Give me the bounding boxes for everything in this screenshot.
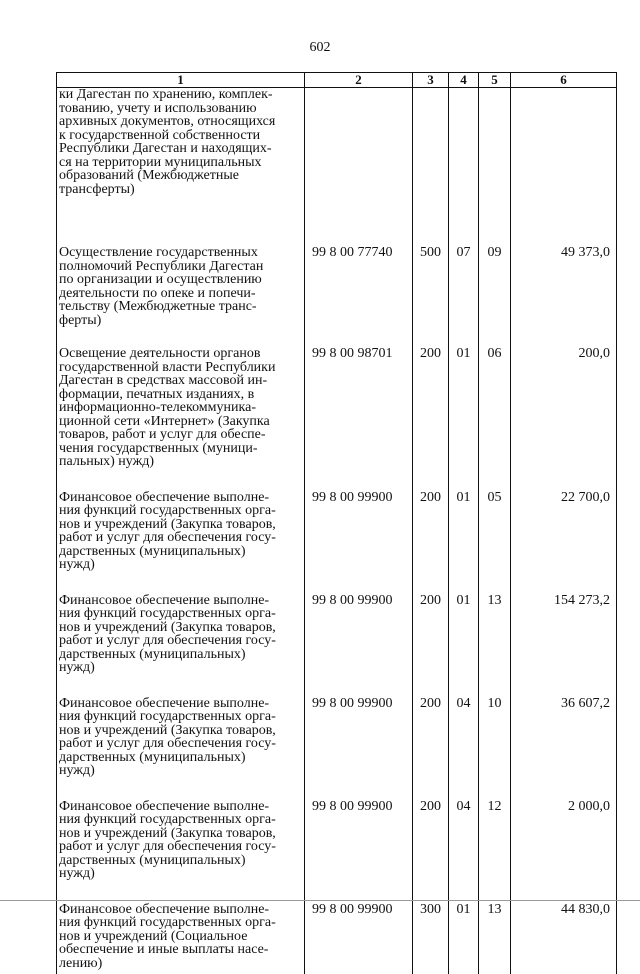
description-line: формации, печатных изданиях, в bbox=[59, 388, 300, 402]
description-line: Осуществление государственных bbox=[59, 246, 300, 260]
table-row bbox=[57, 782, 617, 885]
description-line: ния функций государственных орга- bbox=[59, 607, 300, 621]
description-line: Финансовое обеспечение выполне- bbox=[59, 697, 300, 711]
description-line: нов и учреждений (Закупка товаров, bbox=[59, 827, 300, 841]
budget-table bbox=[56, 72, 617, 974]
table-header-row bbox=[57, 73, 617, 88]
description-line: нужд) bbox=[59, 558, 300, 572]
row-code: 99 8 00 98701 bbox=[305, 331, 413, 473]
row-expense-type: 200 bbox=[413, 331, 449, 473]
description-line: нов и учреждений (Закупка товаров, bbox=[59, 724, 300, 738]
row-expense-type: 300 bbox=[413, 885, 449, 974]
description-line: трансферты) bbox=[59, 183, 300, 197]
row-description bbox=[57, 782, 305, 885]
description-line: Республики Дагестан и находящих- bbox=[59, 142, 300, 156]
description-line: нужд) bbox=[59, 764, 300, 778]
description-line: ционной сети «Интернет» (Закупка bbox=[59, 415, 300, 429]
description-line: нужд) bbox=[59, 661, 300, 675]
row-expense-type: 200 bbox=[413, 576, 449, 679]
description-line: товаров, работ и услуг для обеспе- bbox=[59, 428, 300, 442]
table-row bbox=[57, 679, 617, 782]
row-section: 01 bbox=[449, 576, 479, 679]
description-line: ки Дагестан по хранению, комплек- bbox=[59, 88, 300, 102]
description-line: нов и учреждений (Социальное bbox=[59, 930, 300, 944]
row-amount: 154 273,2 bbox=[511, 576, 617, 679]
row-description bbox=[57, 88, 305, 231]
description-line: пальных) нужд) bbox=[59, 455, 300, 469]
row-amount: 44 830,0 bbox=[511, 885, 617, 974]
row-section: 01 bbox=[449, 473, 479, 576]
description-line: ся на территории муниципальных bbox=[59, 156, 300, 170]
description-line: по организации и осуществлению bbox=[59, 273, 300, 287]
description-line: нов и учреждений (Закупка товаров, bbox=[59, 621, 300, 635]
table-row bbox=[57, 230, 617, 331]
row-description bbox=[57, 576, 305, 679]
description-line: информационно-телекоммуника- bbox=[59, 401, 300, 415]
row-description bbox=[57, 885, 305, 974]
description-line: Финансовое обеспечение выполне- bbox=[59, 800, 300, 814]
table-row bbox=[57, 473, 617, 576]
description-line: к государственной собственности bbox=[59, 129, 300, 143]
row-code: 99 8 00 99900 bbox=[305, 679, 413, 782]
description-line: Финансовое обеспечение выполне- bbox=[59, 903, 300, 917]
row-subsection: 06 bbox=[479, 331, 511, 473]
description-line: полномочий Республики Дагестан bbox=[59, 260, 300, 274]
table-row bbox=[57, 576, 617, 679]
description-line: обеспечение и иные выплаты насе- bbox=[59, 943, 300, 957]
table-row bbox=[57, 88, 617, 231]
row-subsection: 10 bbox=[479, 679, 511, 782]
row-code: 99 8 00 99900 bbox=[305, 473, 413, 576]
description-line: образований (Межбюджетные bbox=[59, 169, 300, 183]
description-line: тованию, учету и использованию bbox=[59, 102, 300, 116]
description-line: работ и услуг для обеспечения госу- bbox=[59, 840, 300, 854]
description-line: нов и учреждений (Закупка товаров, bbox=[59, 518, 300, 532]
row-subsection: 09 bbox=[479, 230, 511, 331]
bottom-edge-rule bbox=[0, 900, 640, 901]
row-expense-type: 200 bbox=[413, 782, 449, 885]
description-line: Освещение деятельности органов bbox=[59, 347, 300, 361]
description-line: ния функций государственных орга- bbox=[59, 710, 300, 724]
row-amount bbox=[511, 88, 617, 231]
row-expense-type: 200 bbox=[413, 473, 449, 576]
description-line: работ и услуг для обеспечения госу- bbox=[59, 737, 300, 751]
description-line: ферты) bbox=[59, 314, 300, 328]
row-section: 01 bbox=[449, 885, 479, 974]
description-line: тельству (Межбюджетные транс- bbox=[59, 300, 300, 314]
column-header-3: 3 bbox=[413, 73, 449, 88]
row-amount: 22 700,0 bbox=[511, 473, 617, 576]
description-line: работ и услуг для обеспечения госу- bbox=[59, 634, 300, 648]
column-header-1: 1 bbox=[57, 73, 305, 88]
row-code bbox=[305, 88, 413, 231]
row-section: 04 bbox=[449, 782, 479, 885]
row-subsection: 13 bbox=[479, 576, 511, 679]
description-line: дарственных (муниципальных) bbox=[59, 545, 300, 559]
table-row bbox=[57, 885, 617, 974]
row-amount: 200,0 bbox=[511, 331, 617, 473]
row-expense-type: 500 bbox=[413, 230, 449, 331]
description-line: дарственных (муниципальных) bbox=[59, 751, 300, 765]
row-subsection bbox=[479, 88, 511, 231]
description-line: деятельности по опеке и попечи- bbox=[59, 287, 300, 301]
row-section bbox=[449, 88, 479, 231]
row-amount: 36 607,2 bbox=[511, 679, 617, 782]
row-description bbox=[57, 679, 305, 782]
table-row bbox=[57, 331, 617, 473]
description-line: ния функций государственных орга- bbox=[59, 504, 300, 518]
description-line: лению) bbox=[59, 957, 300, 971]
row-subsection: 12 bbox=[479, 782, 511, 885]
row-amount: 49 373,0 bbox=[511, 230, 617, 331]
description-line: государственной власти Республики bbox=[59, 361, 300, 375]
row-code: 99 8 00 99900 bbox=[305, 576, 413, 679]
column-header-2: 2 bbox=[305, 73, 413, 88]
page-number: 602 bbox=[0, 40, 640, 56]
row-description bbox=[57, 473, 305, 576]
row-code: 99 8 00 99900 bbox=[305, 885, 413, 974]
column-header-6: 6 bbox=[511, 73, 617, 88]
row-expense-type: 200 bbox=[413, 679, 449, 782]
description-line: чения государственных (муници- bbox=[59, 442, 300, 456]
row-subsection: 05 bbox=[479, 473, 511, 576]
description-line: нужд) bbox=[59, 867, 300, 881]
row-amount: 2 000,0 bbox=[511, 782, 617, 885]
description-line: дарственных (муниципальных) bbox=[59, 648, 300, 662]
description-line: ния функций государственных орга- bbox=[59, 916, 300, 930]
row-expense-type bbox=[413, 88, 449, 231]
row-subsection: 13 bbox=[479, 885, 511, 974]
row-section: 01 bbox=[449, 331, 479, 473]
description-line: Финансовое обеспечение выполне- bbox=[59, 594, 300, 608]
description-line: архивных документов, относящихся bbox=[59, 115, 300, 129]
table-body bbox=[57, 88, 617, 974]
column-header-4: 4 bbox=[449, 73, 479, 88]
description-line: работ и услуг для обеспечения госу- bbox=[59, 531, 300, 545]
row-description bbox=[57, 230, 305, 331]
row-code: 99 8 00 99900 bbox=[305, 782, 413, 885]
row-code: 99 8 00 77740 bbox=[305, 230, 413, 331]
description-line: Дагестан в средствах массовой ин- bbox=[59, 374, 300, 388]
column-header-5: 5 bbox=[479, 73, 511, 88]
row-section: 04 bbox=[449, 679, 479, 782]
row-section: 07 bbox=[449, 230, 479, 331]
description-line: Финансовое обеспечение выполне- bbox=[59, 491, 300, 505]
description-line: ния функций государственных орга- bbox=[59, 813, 300, 827]
description-line: дарственных (муниципальных) bbox=[59, 854, 300, 868]
row-description bbox=[57, 331, 305, 473]
